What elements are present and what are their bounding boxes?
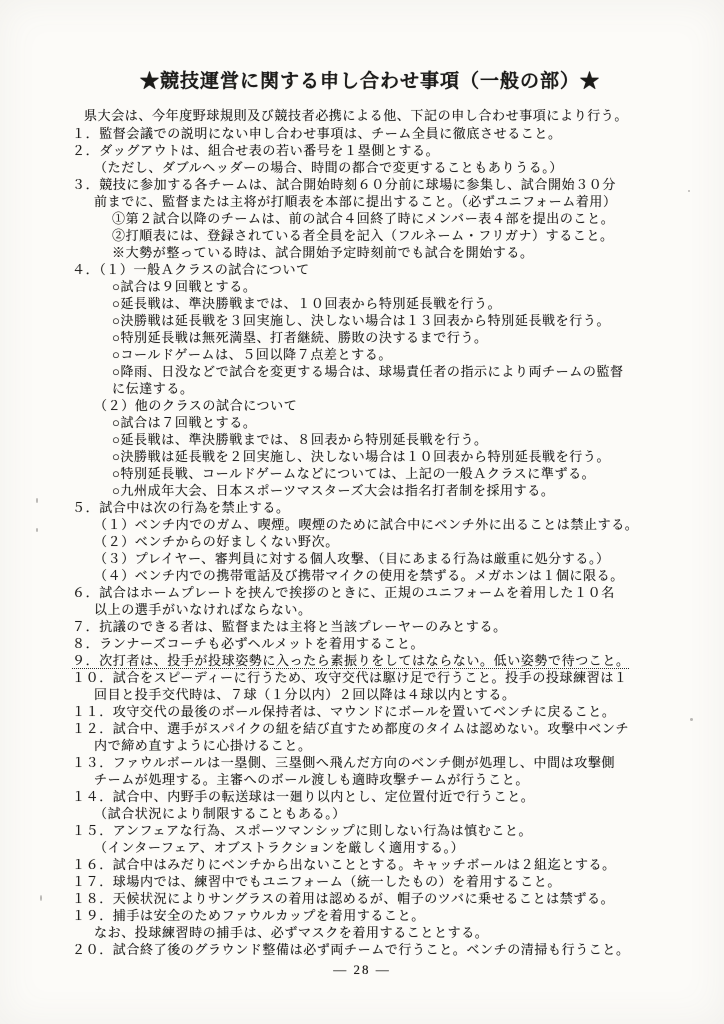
scan-speck: [688, 190, 690, 192]
document-line: ８．ランナーズコーチも必ずヘルメットを着用すること。: [72, 636, 425, 651]
document-line: （４）ベンチ内での携帯電話及び携帯マイクの使用を禁ずる。メガホンは１個に限る。: [94, 568, 624, 583]
document-line: （１）ベンチ内でのガム、喫煙。喫煙のために試合中にベンチ外に出ることは禁止する。: [94, 517, 639, 532]
document-line: （試合状況により制限することもある。）: [94, 806, 346, 821]
page-number: ― 28 ―: [333, 962, 391, 977]
document-line: １３．ファウルボールは一塁側、三塁側へ飛んだ方向のベンチ側が処理し、中間は攻撃側: [72, 755, 616, 770]
document-line: ○延長戦は、準決勝戦までは、８回表から特別延長戦を行う。: [112, 432, 488, 447]
document-line: チームが処理する。主審へのボール渡しも適時攻撃チームが行うこと。: [94, 772, 529, 787]
scan-speck: [36, 498, 38, 503]
document-line: ②打順表には、登録されている者全員を記入（フルネーム・フリガナ）すること。: [112, 228, 614, 243]
document-line: １４．試合中、内野手の転送球は一廻り以内とし、定位置付近で行うこと。: [72, 789, 535, 804]
document-line: 回目と投手交代時は、７球（１分以内）２回以降は４球以内とする。: [94, 687, 516, 702]
document-line: １１．攻守交代の最後のボール保持者は、マウンドにボールを置いてベンチに戻ること。: [72, 704, 616, 719]
document-line: １５．アンフェアな行為、スポーツマンシップに則しない行為は慎むこと。: [72, 823, 533, 838]
document-line: 内で締め直すように心掛けること。: [94, 738, 312, 753]
document-line: ○降雨、日没などで試合を変更する場合は、球場責任者の指示により両チームの監督: [112, 364, 624, 379]
document-line: に伝達する。: [112, 381, 194, 396]
document-line: 前までに、監督または主将が打順表を本部に提出すること。（必ずユニフォーム着用）: [94, 194, 617, 209]
document-line: １８．天候状況によりサングラスの着用は認めるが、帽子のツバに乗せることは禁ずる。: [72, 891, 615, 906]
document-line: ６．試合はホームプレートを挟んで挨拶のときに、正規のユニフォームを着用した１０名: [72, 585, 615, 600]
document-line: ９．次打者は、投手が投球姿勢に入ったら素振りをしてはならない。低い姿勢で待つこと。: [72, 653, 630, 668]
document-line: ○決勝戦は延長戦を３回実施し、決しない場合は１３回表から特別延長戦を行う。: [112, 313, 611, 328]
document-line: ○コールドゲームは、５回以降７点差とする。: [112, 347, 392, 362]
document-line: （インターフェア、オブストラクションを厳しく適用する。）: [94, 840, 465, 855]
document-line: ○決勝戦は延長戦を２回実施し、決しない場合は１０回表から特別延長戦を行う。: [112, 449, 611, 464]
document-lines: [66, 125, 674, 958]
document-line: 以上の選手がいなければならない。: [94, 602, 312, 617]
document-line: ○延長戦は、準決勝戦までは、１０回表から特別延長戦を行う。: [112, 296, 502, 311]
document-line: ○特別延長戦、コールドゲームなどについては、上記の一般Ａクラスに準ずる。: [112, 466, 596, 481]
document-line: ７．抗議のできる者は、監督または主将と当該プレーヤーのみとする。: [72, 619, 507, 634]
document-line: ２０．試合終了後のグラウンド整備は必ず両チームで行うこと。ベンチの清掃も行うこと。: [72, 942, 630, 957]
document-title: ★競技運営に関する申し合わせ事項（一般の部）★: [139, 71, 600, 92]
document-line: なお、投球練習時の捕手は、必ずマスクを着用することとする。: [94, 925, 489, 940]
document-line: （ただし、ダブルヘッダーの場合、時間の都合で変更することもありうる。）: [94, 160, 563, 175]
document-line: ３．競技に参加する各チームは、試合開始時刻６０分前に球場に参集し、試合開始３０分: [72, 177, 617, 192]
document-line: ○九州成年大会、日本スポーツマスターズ大会は指名打者制を採用する。: [112, 483, 555, 498]
document-line: ○試合は７回戦とする。: [112, 415, 257, 430]
document-line: （３）プレイヤー、審判員に対する個人攻撃、（目にあまる行為は厳重に処分する。）: [94, 551, 610, 566]
document-line: ○特別延長戦は無死満塁、打者継続、勝敗の決するまで行う。: [112, 330, 488, 345]
document-line: １０．試合をスピーディーに行うため、攻守交代は駆け足で行うこと。投手の投球練習は１: [72, 670, 628, 685]
scan-speck: [36, 528, 38, 532]
document-line: （２）ベンチからの好ましくない野次。: [94, 534, 339, 549]
document-line: １９．捕手は安全のためファウルカップを着用すること。: [72, 908, 425, 923]
document-line: １７．球場内では、練習中でもユニフォーム（統一したもの）を着用すること。: [72, 874, 561, 889]
document-line: ※大勢が整っている時は、試合開始予定時刻前でも試合を開始する。: [112, 245, 534, 260]
document-intro: 県大会は、今年度野球規則及び競技者必携による他、下記の申し合わせ事項により行う。: [84, 108, 629, 123]
document-line: ○試合は９回戦とする。: [112, 279, 257, 294]
document-line: ①第２試合以降のチームは、前の試合４回終了時にメンバー表４部を提出のこと。: [112, 211, 615, 226]
scan-speck: [40, 895, 42, 901]
document-content: [66, 66, 674, 958]
document-line: １６．試合中はみだりにベンチから出ないこととする。キャッチボールは２組迄とする。: [72, 857, 616, 872]
document-line: １２．試合中、選手がスパイクの紐を結び直すため都度のタイムは認めない。攻撃中ベンチ: [72, 721, 630, 736]
document-line: ５．試合中は次の行為を禁止する。: [72, 500, 290, 515]
scan-speck: [690, 718, 693, 721]
document-line: １．監督会議での説明にない申し合わせ事項は、チーム全員に徹底させること。: [72, 126, 562, 141]
document-line: ４．（１）一般Ａクラスの試合について: [72, 262, 310, 277]
document-line: （２）他のクラスの試合について: [94, 398, 298, 413]
document-line: ２．ダッグアウトは、組合せ表の若い番号を１塁側とする。: [72, 143, 440, 158]
